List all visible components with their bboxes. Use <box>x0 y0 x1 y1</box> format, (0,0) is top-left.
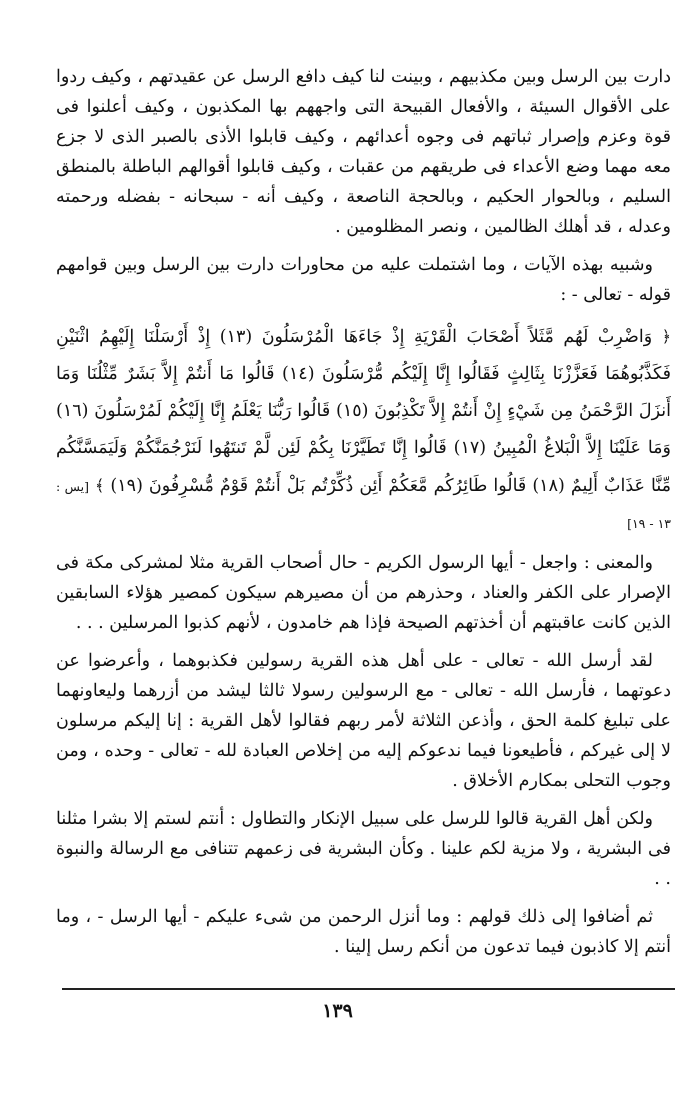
page-number: ١٣٩ <box>322 1000 353 1022</box>
paragraph-meaning: والمعنى : واجعل - أيها الرسول الكريم - حال أصحاب القرية مثلا لمشركى مكة فى الإصرار على الكفر والعناد ، وحذرهم من أن مصيرهم سيكون كمصير هؤلاء السابقين الذين كانت عاقبتهم أن أخذتهم الصيحة فإذا هم خامدون ، لأنهم كذبوا المرسلين . . . <box>56 553 671 633</box>
paragraph-denial: ولكن أهل القرية قالوا للرسل على سبيل الإنكار والتطاول : أنتم لستم إلا بشرا مثلنا فى البشرية ، ولا مزية لكم علينا . وكأن البشرية فى زعمهم تتنافى مع الرسالة والنبوة . . <box>56 809 671 889</box>
quran-passage <box>56 318 671 542</box>
page-body <box>56 62 671 970</box>
quran-open-bracket: ﴿ <box>661 327 672 346</box>
verse-reference: [يس : ١٣ - ١٩] <box>56 479 671 531</box>
paragraph-two-messengers: لقد أرسل الله - تعالى - على أهل هذه القرية رسولين فكذبوهما ، وأعرضوا عن دعوتهما ، فأرسل الله - تعالى - مع الرسولين رسولا ثالثا ليشد من أزرهما وليعاونهما على تبليغ كلمة الحق ، وأذعن الثلاثة لأمر ربهم فقالوا لأهل القرية : إنا إليكم مرسلون لا إلى غيركم ، فأطيعونا فيما ندعوكم إليه من إخلاص العبادة لله - تعالى - وحده ، ومن وجوب التحلى بمكارم الأخلاق . <box>56 651 671 791</box>
paragraph-lead-in: وشبيه بهذه الآيات ، وما اشتملت عليه من محاورات دارت بين الرسل وبين قوامهم قوله - تعالى - : <box>56 255 671 305</box>
paragraph-accusation: ثم أضافوا إلى ذلك قولهم : وما أنزل الرحمن من شىء عليكم - أيها الرسل - ، وما أنتم إلا كاذبون فيما تدعون من أنكم رسل إلينا . <box>56 907 671 957</box>
paragraph-intro: دارت بين الرسل وبين مكذبيهم ، وبينت لنا كيف دافع الرسل عن عقيدتهم ، وكيف ردوا على الأقوال السيئة ، والأفعال القبيحة التى واجههم بها المكذبون ، وكيف أعلنوا فى قوة وعزم وإصرار ثباتهم فى وجوه أعدائهم ، وكيف قابلوا الأذى بالصبر الذى لا جزع معه مهما وضع الأعداء فى طريقهم من عقبات ، وكيف قابلوا أقوالهم الباطلة بالمنطق السليم ، وبالحوار الحكيم ، وبالحجة الناصعة ، وكيف أنه - سبحانه - بفضله ورحمته وعدله ، قد أهلك الظالمين ، ونصر المظلومين . <box>56 67 671 237</box>
quran-close-bracket: ﴾ <box>95 476 105 495</box>
footer-divider <box>62 988 675 990</box>
quran-verses: وَاضْرِبْ لَهُم مَّثَلاً أَصْحَابَ الْقَرْيَةِ إِذْ جَاءَهَا الْمُرْسَلُونَ (١٣) إِذْ أَرْسَلْنَا إِلَيْهِمُ اثْنَيْنِ فَكَذَّبُوهُمَا فَعَزَّزْنَا بِثَالِثٍ فَقَالُوا إِنَّا إِلَيْكُم مُّرْسَلُونَ (١٤) قَالُوا مَا أَنتُمْ إِلاَّ بَشَرٌ مِّثْلُنَا وَمَا أَنزَلَ الرَّحْمَنُ مِن شَيْءٍ إِنْ أَنتُمْ إِلاَّ تَكْذِبُونَ (١٥) قَالُوا رَبُّنَا يَعْلَمُ إِنَّا إِلَيْكُمْ لَمُرْسَلُونَ (١٦) وَمَا عَلَيْنَا إِلاَّ الْبَلاغُ الْمُبِينُ (١٧) قَالُوا إِنَّا تَطَيَّرْنَا بِكُمْ لَئِن لَّمْ تَنتَهُوا لَنَرْجُمَنَّكُمْ وَلَيَمَسَّنَّكُم مِّنَّا عَذَابٌ أَلِيمٌ (١٨) قَالُوا طَائِرُكُم مَّعَكُمْ أَئِن ذُكِّرْتُم بَلْ أَنتُمْ قَوْمٌ مُّسْرِفُونَ (١٩) <box>56 327 671 496</box>
